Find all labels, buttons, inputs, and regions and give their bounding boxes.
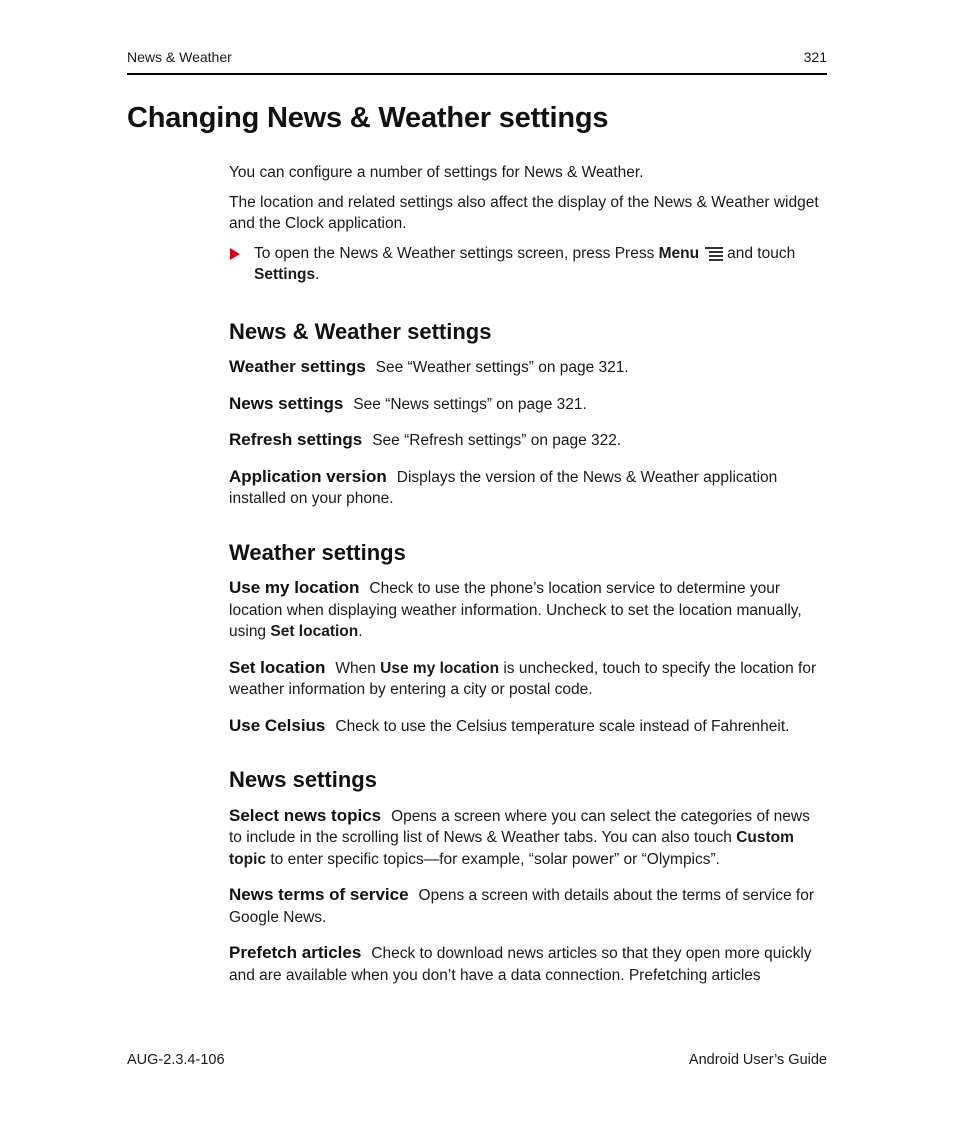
setting-term: Use Celsius: [229, 715, 326, 735]
setting-desc: See “Refresh settings” on page 322.: [372, 432, 622, 449]
section-heading-news-weather-settings: News & Weather settings: [229, 318, 492, 344]
setting-desc: See “Weather settings” on page 321.: [375, 359, 629, 376]
setting-term: Select news topics: [229, 805, 382, 825]
setting-desc: Check to use the Celsius temperature scale instead of Fahrenheit.: [335, 717, 790, 735]
setting-desc: Check to download news articles so that they open more quickly and are available when you don’t have a data connection. Prefetching articles: [229, 945, 812, 984]
menu-label: Menu: [658, 244, 700, 262]
setting-desc-bold: Set location: [270, 623, 359, 640]
setting-desc: Opens a screen with details about the terms of service for Google News.: [229, 887, 814, 926]
document-title: Android User’s Guide: [688, 1052, 827, 1068]
setting-desc-end: is unchecked, touch to specify the location for weather information by entering a city or postal code.: [229, 659, 817, 698]
setting-desc-end: .: [358, 623, 363, 640]
setting-item: [229, 577, 827, 643]
setting-item: [229, 429, 827, 452]
menu-icon: [705, 246, 723, 260]
setting-desc: Check to use the phone’s location service to determine your location when displaying weather information. Uncheck to set the location manually, using: [229, 580, 802, 640]
setting-desc: See “News settings” on page 321.: [353, 395, 587, 413]
instruction-bullet: [229, 243, 827, 286]
setting-term: News terms of service: [229, 885, 409, 904]
intro-paragraph-1: You can configure a number of settings for News & Weather.: [229, 164, 644, 181]
setting-desc-bold: Custom topic: [229, 829, 794, 868]
setting-desc-end: to enter specific topics—for example, “solar power” or “Olympics”.: [266, 850, 720, 868]
setting-desc: When: [335, 659, 381, 677]
setting-term: Use my location: [229, 578, 360, 597]
section-heading-news-settings: News settings: [229, 767, 377, 792]
section-heading-weather-settings: Weather settings: [229, 539, 406, 565]
setting-item: [229, 356, 827, 379]
bullet-arrow-icon: [230, 248, 240, 260]
running-footer: [127, 1052, 827, 1068]
setting-term: Prefetch articles: [229, 943, 362, 962]
setting-item: [229, 884, 827, 928]
instruction-text: To open the News & Weather settings screen, press Press Menu and touch Settings.: [254, 244, 796, 283]
setting-term: Weather settings: [229, 357, 366, 376]
setting-item: [229, 657, 827, 701]
running-header: [127, 49, 827, 75]
setting-term: Set location: [229, 657, 326, 677]
setting-term: Refresh settings: [229, 430, 363, 449]
setting-term: News settings: [229, 393, 344, 413]
content: [229, 162, 827, 1000]
intro-paragraph-2: The location and related settings also affect the display of the News & Weather widget and the Clock application.: [229, 193, 819, 232]
setting-term: Application version: [229, 466, 387, 486]
setting-item: [229, 805, 827, 871]
page-number: 321: [803, 49, 827, 65]
setting-desc-bold: Use my location: [380, 659, 500, 677]
settings-label: Settings: [254, 266, 316, 283]
header-section: News & Weather: [127, 49, 232, 65]
setting-item: [229, 942, 827, 986]
setting-item: [229, 393, 827, 416]
page-title: Changing News & Weather settings: [127, 102, 609, 134]
setting-item: [229, 715, 827, 738]
setting-desc: Opens a screen where you can select the categories of news to include in the scrolling list of News & Weather tabs. You can also touch: [229, 807, 810, 846]
setting-item: [229, 466, 827, 510]
setting-desc: Displays the version of the News & Weather application installed on your phone.: [229, 468, 778, 507]
document-id: AUG-2.3.4-106: [127, 1052, 225, 1068]
